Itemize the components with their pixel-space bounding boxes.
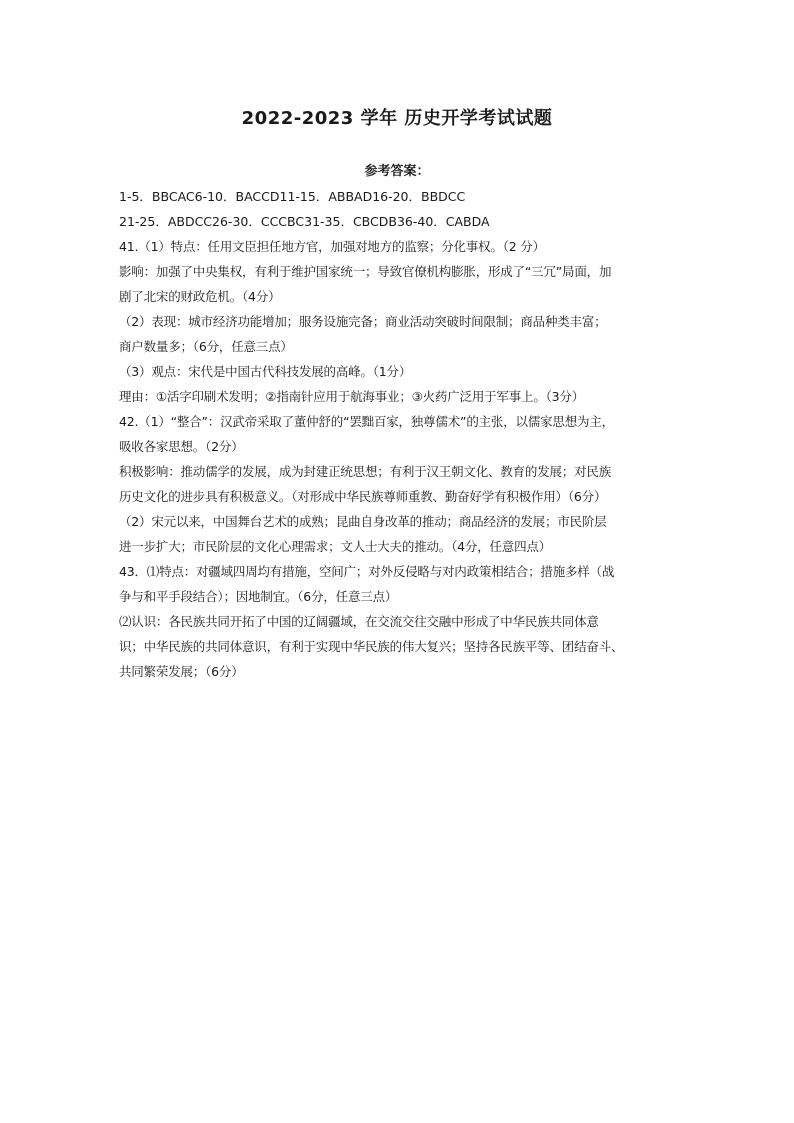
answer-line-41-2-cont: 商户数量多；（6分，任意三点） [119, 339, 293, 354]
answer-content [119, 184, 679, 684]
answer-line-41-2: （2）表现：城市经济功能增加；服务设施完备；商业活动突破时间限制；商品种类丰富； [119, 314, 607, 329]
answer-key-heading: 参考答案： [364, 164, 430, 179]
answer-line-41-impact: 影响：加强了中央集权，有利于维护国家统一；导致官僚机构膨胀，形成了“三冗”局面，加 [119, 264, 612, 279]
answer-line-42-2-cont: 进一步扩大；市民阶层的文化心理需求；文人士大夫的推动。（4分，任意四点） [119, 539, 552, 554]
answer-line-42-1: 42.（1）“整合”：汉武帝采取了董仲舒的“罢黜百家，独尊儒术”的主张，以儒家思想为主， [119, 414, 614, 429]
answer-line-42-impact-cont: 历史文化的进步具有积极意义。（对形成中华民族尊师重教、勤奋好学有积极作用）（6分） [119, 489, 607, 504]
answer-line-43-2: ⑵认识：各民族共同开拓了中国的辽阔疆域，在交流交往交融中形成了中华民族共同体意 [119, 614, 599, 629]
answer-line-41-1: 41.（1）特点：任用文臣担任地方官，加强对地方的监察；分化事权。（2 分） [119, 239, 545, 254]
answer-line-41-3: （3）观点：宋代是中国古代科技发展的高峰。（1分） [119, 364, 412, 379]
answer-line-43-1: 43．⑴特点：对疆域四周均有措施，空间广；对外反侵略与对内政策相结合；措施多样（战 [119, 564, 615, 579]
answer-line-43-1-cont: 争与和平手段结合）；因地制宜。（6分，任意三点） [119, 589, 398, 604]
answer-line-43-2-end: 共同繁荣发展；（6分） [119, 664, 244, 679]
answer-line-mc-2: 21-25．ABDCC26-30．CCCBC31-35．CBCDB36-40．CABDA [119, 214, 490, 229]
answer-line-mc-1: 1-5．BBCAC6-10．BACCD11-15．ABBAD16-20．BBDCC [119, 189, 466, 204]
answer-line-42-2: （2）宋元以来，中国舞台艺术的成熟；昆曲自身改革的推动；商品经济的发展；市民阶层 [119, 514, 607, 529]
answer-line-42-1-cont: 吸收各家思想。（2分） [119, 439, 244, 454]
answer-line-42-impact: 积极影响：推动儒学的发展，成为封建正统思想；有利于汉王朝文化、教育的发展；对民族 [119, 464, 612, 479]
answer-line-43-2-cont: 识；中华民族的共同体意识，有利于实现中华民族的伟大复兴；坚持各民族平等、团结奋斗、 [119, 639, 624, 654]
answer-line-41-reason: 理由：①活字印刷术发明；②指南针应用于航海事业；③火药广泛用于军事上。（3分） [119, 389, 585, 404]
answer-line-41-impact-cont: 剧了北宋的财政危机。（4分） [119, 289, 281, 304]
document-title: 2022-2023 学年 历史开学考试试题 [241, 108, 553, 129]
